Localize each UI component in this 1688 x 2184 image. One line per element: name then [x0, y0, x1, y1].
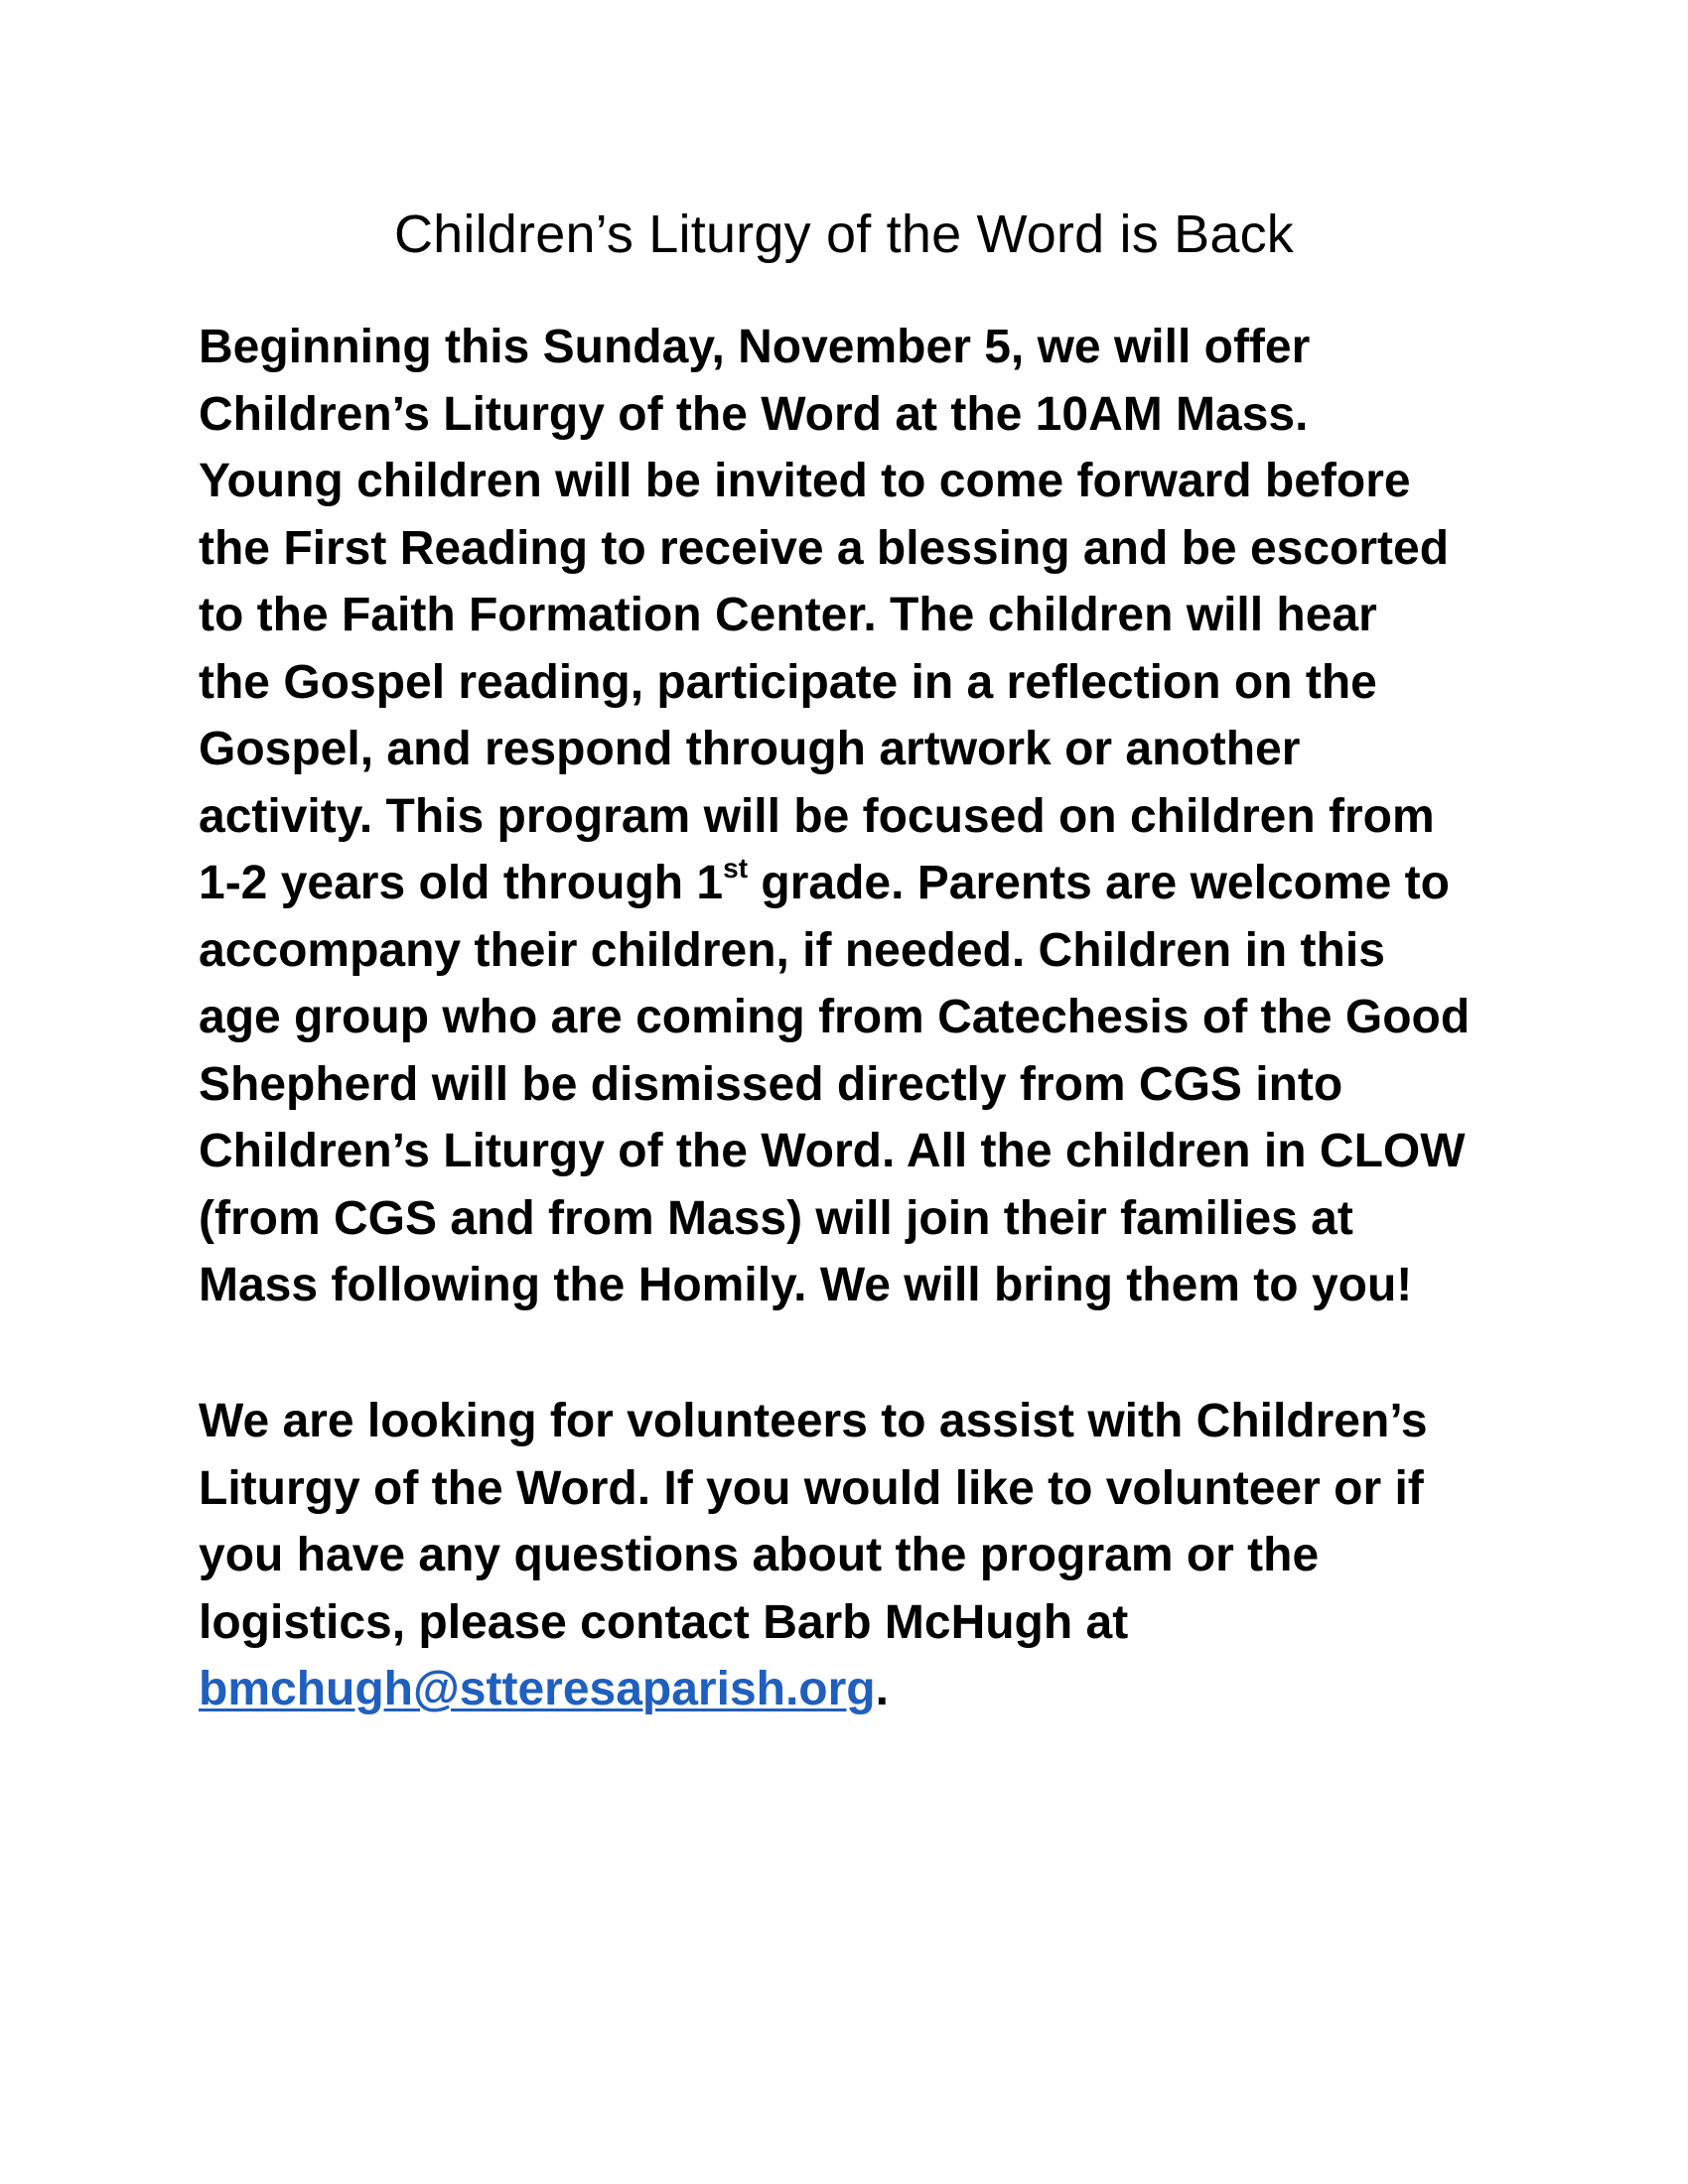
text-line: activity. This program will be focused on children from	[199, 789, 1435, 843]
text-line: Children’s Liturgy of the Word. All the children in CLOW	[199, 1125, 1466, 1177]
text-line: to the Faith Formation Center. The children will hear	[199, 589, 1377, 641]
email-period: .	[875, 1663, 889, 1715]
text-line: Shepherd will be dismissed directly from CGS into	[199, 1057, 1343, 1111]
text-line: Liturgy of the Word. If you would like to volunteer or if	[199, 1461, 1424, 1515]
ordinal-superscript: st	[723, 853, 749, 884]
text-line: Beginning this Sunday, November 5, we will offer	[199, 321, 1311, 373]
contact-email-link[interactable]: bmchugh@stteresaparish.org	[199, 1663, 876, 1715]
text-line: We are looking for volunteers to assist with Children’s	[199, 1395, 1428, 1447]
text-line: the Gospel reading, participate in a reflection on the	[199, 655, 1377, 709]
paragraph-volunteers	[199, 1388, 1489, 1723]
document-title: Children’s Liturgy of the Word is Back	[393, 205, 1294, 264]
text-line: logistics, please contact Barb McHugh at	[199, 1595, 1129, 1649]
text-line-grade	[199, 850, 1489, 917]
text-line: (from CGS and from Mass) will join their families at	[199, 1191, 1353, 1245]
text-line: Children’s Liturgy of the Word at the 10AM Mass.	[199, 387, 1309, 441]
grade-text-before: 1-2 years old through 1	[199, 857, 724, 909]
text-line: age group who are coming from Catechesis of the Good	[199, 991, 1471, 1043]
grade-text-after: grade. Parents are welcome to	[748, 857, 1450, 909]
text-line: Gospel, and respond through artwork or another	[199, 723, 1301, 775]
text-line: you have any questions about the program or the	[199, 1529, 1320, 1581]
text-line: Mass following the Homily. We will bring them to you!	[199, 1259, 1413, 1311]
paragraph-announcement	[199, 314, 1489, 1319]
text-line: Young children will be invited to come forward before	[199, 455, 1411, 507]
text-line: the First Reading to receive a blessing and be escorted	[199, 521, 1450, 575]
email-line	[199, 1656, 1489, 1723]
text-line: accompany their children, if needed. Children in this	[199, 923, 1385, 977]
